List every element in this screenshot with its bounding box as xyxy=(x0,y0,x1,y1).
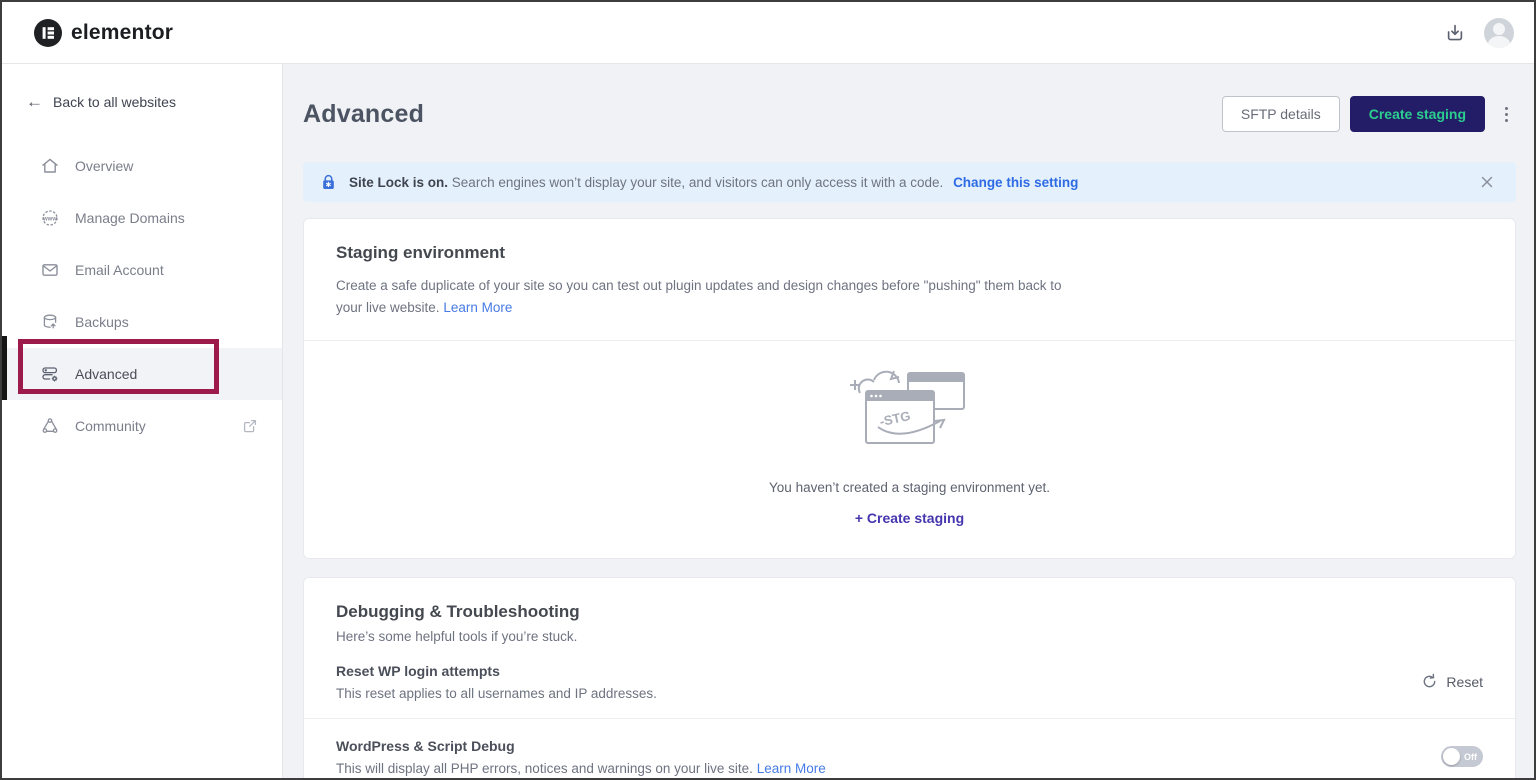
staging-empty-text: You haven’t created a staging environment yet. xyxy=(769,479,1050,495)
user-avatar[interactable] xyxy=(1484,18,1514,48)
reset-button[interactable] xyxy=(1421,673,1483,690)
page-header xyxy=(303,90,1516,138)
debugging-card xyxy=(303,577,1516,779)
staging-environment-card xyxy=(303,218,1516,559)
sidebar-item-label: Community xyxy=(75,418,146,434)
backup-database-icon xyxy=(40,312,60,332)
debug-card-title: Debugging & Troubleshooting xyxy=(336,601,580,621)
staging-card-title: Staging environment xyxy=(336,243,506,262)
kebab-menu-icon[interactable] xyxy=(1497,101,1516,128)
staging-learn-more-link[interactable]: Learn More xyxy=(443,300,513,316)
lock-icon xyxy=(319,173,338,192)
sftp-details-button[interactable]: SFTP details xyxy=(1222,96,1340,132)
wp-debug-description-text: This will display all PHP errors, notices and warnings on your live site. xyxy=(336,760,753,776)
wp-script-debug-row xyxy=(336,719,1483,779)
edge-marker xyxy=(2,336,7,400)
create-staging-button[interactable]: Create staging xyxy=(1350,96,1485,132)
server-gear-icon xyxy=(40,364,60,384)
sidebar-item-label: Email Account xyxy=(75,262,164,278)
envelope-icon xyxy=(40,260,60,280)
globe-www-icon xyxy=(40,208,60,228)
sidebar-item-email-account[interactable] xyxy=(2,244,282,296)
sidebar xyxy=(2,64,283,779)
external-link-icon xyxy=(242,418,258,434)
sidebar-item-overview[interactable] xyxy=(2,140,282,192)
reset-label: Reset xyxy=(1446,673,1483,690)
reset-login-title: Reset WP login attempts xyxy=(336,662,500,679)
wp-debug-learn-more-link[interactable]: Learn More xyxy=(756,760,826,776)
staging-description-text: Create a safe duplicate of your site so you can test out plugin updates and design changes before "pushing" them back to your live website. xyxy=(336,278,1062,316)
elementor-logo-icon xyxy=(34,19,62,47)
refresh-icon xyxy=(1421,673,1438,690)
community-icon xyxy=(40,416,60,436)
page-title: Advanced xyxy=(303,99,425,128)
reset-login-description: This reset applies to all usernames and IP addresses. xyxy=(336,685,657,701)
back-label: Back to all websites xyxy=(53,94,176,110)
topbar xyxy=(2,2,1534,64)
svg-text:www: www xyxy=(42,216,58,223)
wp-debug-toggle[interactable] xyxy=(1441,746,1483,767)
change-setting-link[interactable]: Change this setting xyxy=(953,174,1079,190)
wp-debug-description xyxy=(336,761,826,776)
wp-debug-title: WordPress & Script Debug xyxy=(336,737,515,754)
sidebar-item-backups[interactable] xyxy=(2,296,282,348)
back-to-websites-link[interactable] xyxy=(2,92,282,112)
toggle-knob xyxy=(1443,748,1460,765)
sidebar-item-community[interactable] xyxy=(2,400,282,452)
site-lock-banner xyxy=(303,162,1516,202)
reset-login-row xyxy=(336,644,1483,718)
banner-bold: Site Lock is on. xyxy=(349,174,449,190)
staging-illustration xyxy=(830,365,990,463)
main-content xyxy=(283,64,1534,779)
svg-text:-STG: -STG xyxy=(877,407,912,429)
banner-text xyxy=(349,175,1078,190)
logo-text: elementor xyxy=(71,20,174,44)
sidebar-item-advanced[interactable] xyxy=(2,348,282,400)
home-icon xyxy=(40,156,60,176)
debug-card-subtitle: Here’s some helpful tools if you’re stuck. xyxy=(336,628,578,644)
toggle-label: Off xyxy=(1464,751,1477,762)
staging-empty-state xyxy=(304,341,1515,558)
back-arrow-icon: ← xyxy=(26,92,43,111)
sidebar-item-label: Advanced xyxy=(75,366,138,382)
svg-text:✱: ✱ xyxy=(325,180,332,189)
download-icon[interactable] xyxy=(1442,20,1468,46)
sidebar-item-label: Backups xyxy=(75,314,129,330)
elementor-logo[interactable] xyxy=(34,19,173,47)
sidebar-item-manage-domains[interactable] xyxy=(2,192,282,244)
sidebar-item-label: Manage Domains xyxy=(75,210,185,226)
banner-body: Search engines won’t display your site, and visitors can only access it with a code. xyxy=(451,174,944,190)
sidebar-item-label: Overview xyxy=(75,158,134,174)
close-icon[interactable] xyxy=(1474,175,1500,189)
staging-card-description xyxy=(336,275,1081,320)
create-staging-link[interactable]: + Create staging xyxy=(854,509,965,526)
